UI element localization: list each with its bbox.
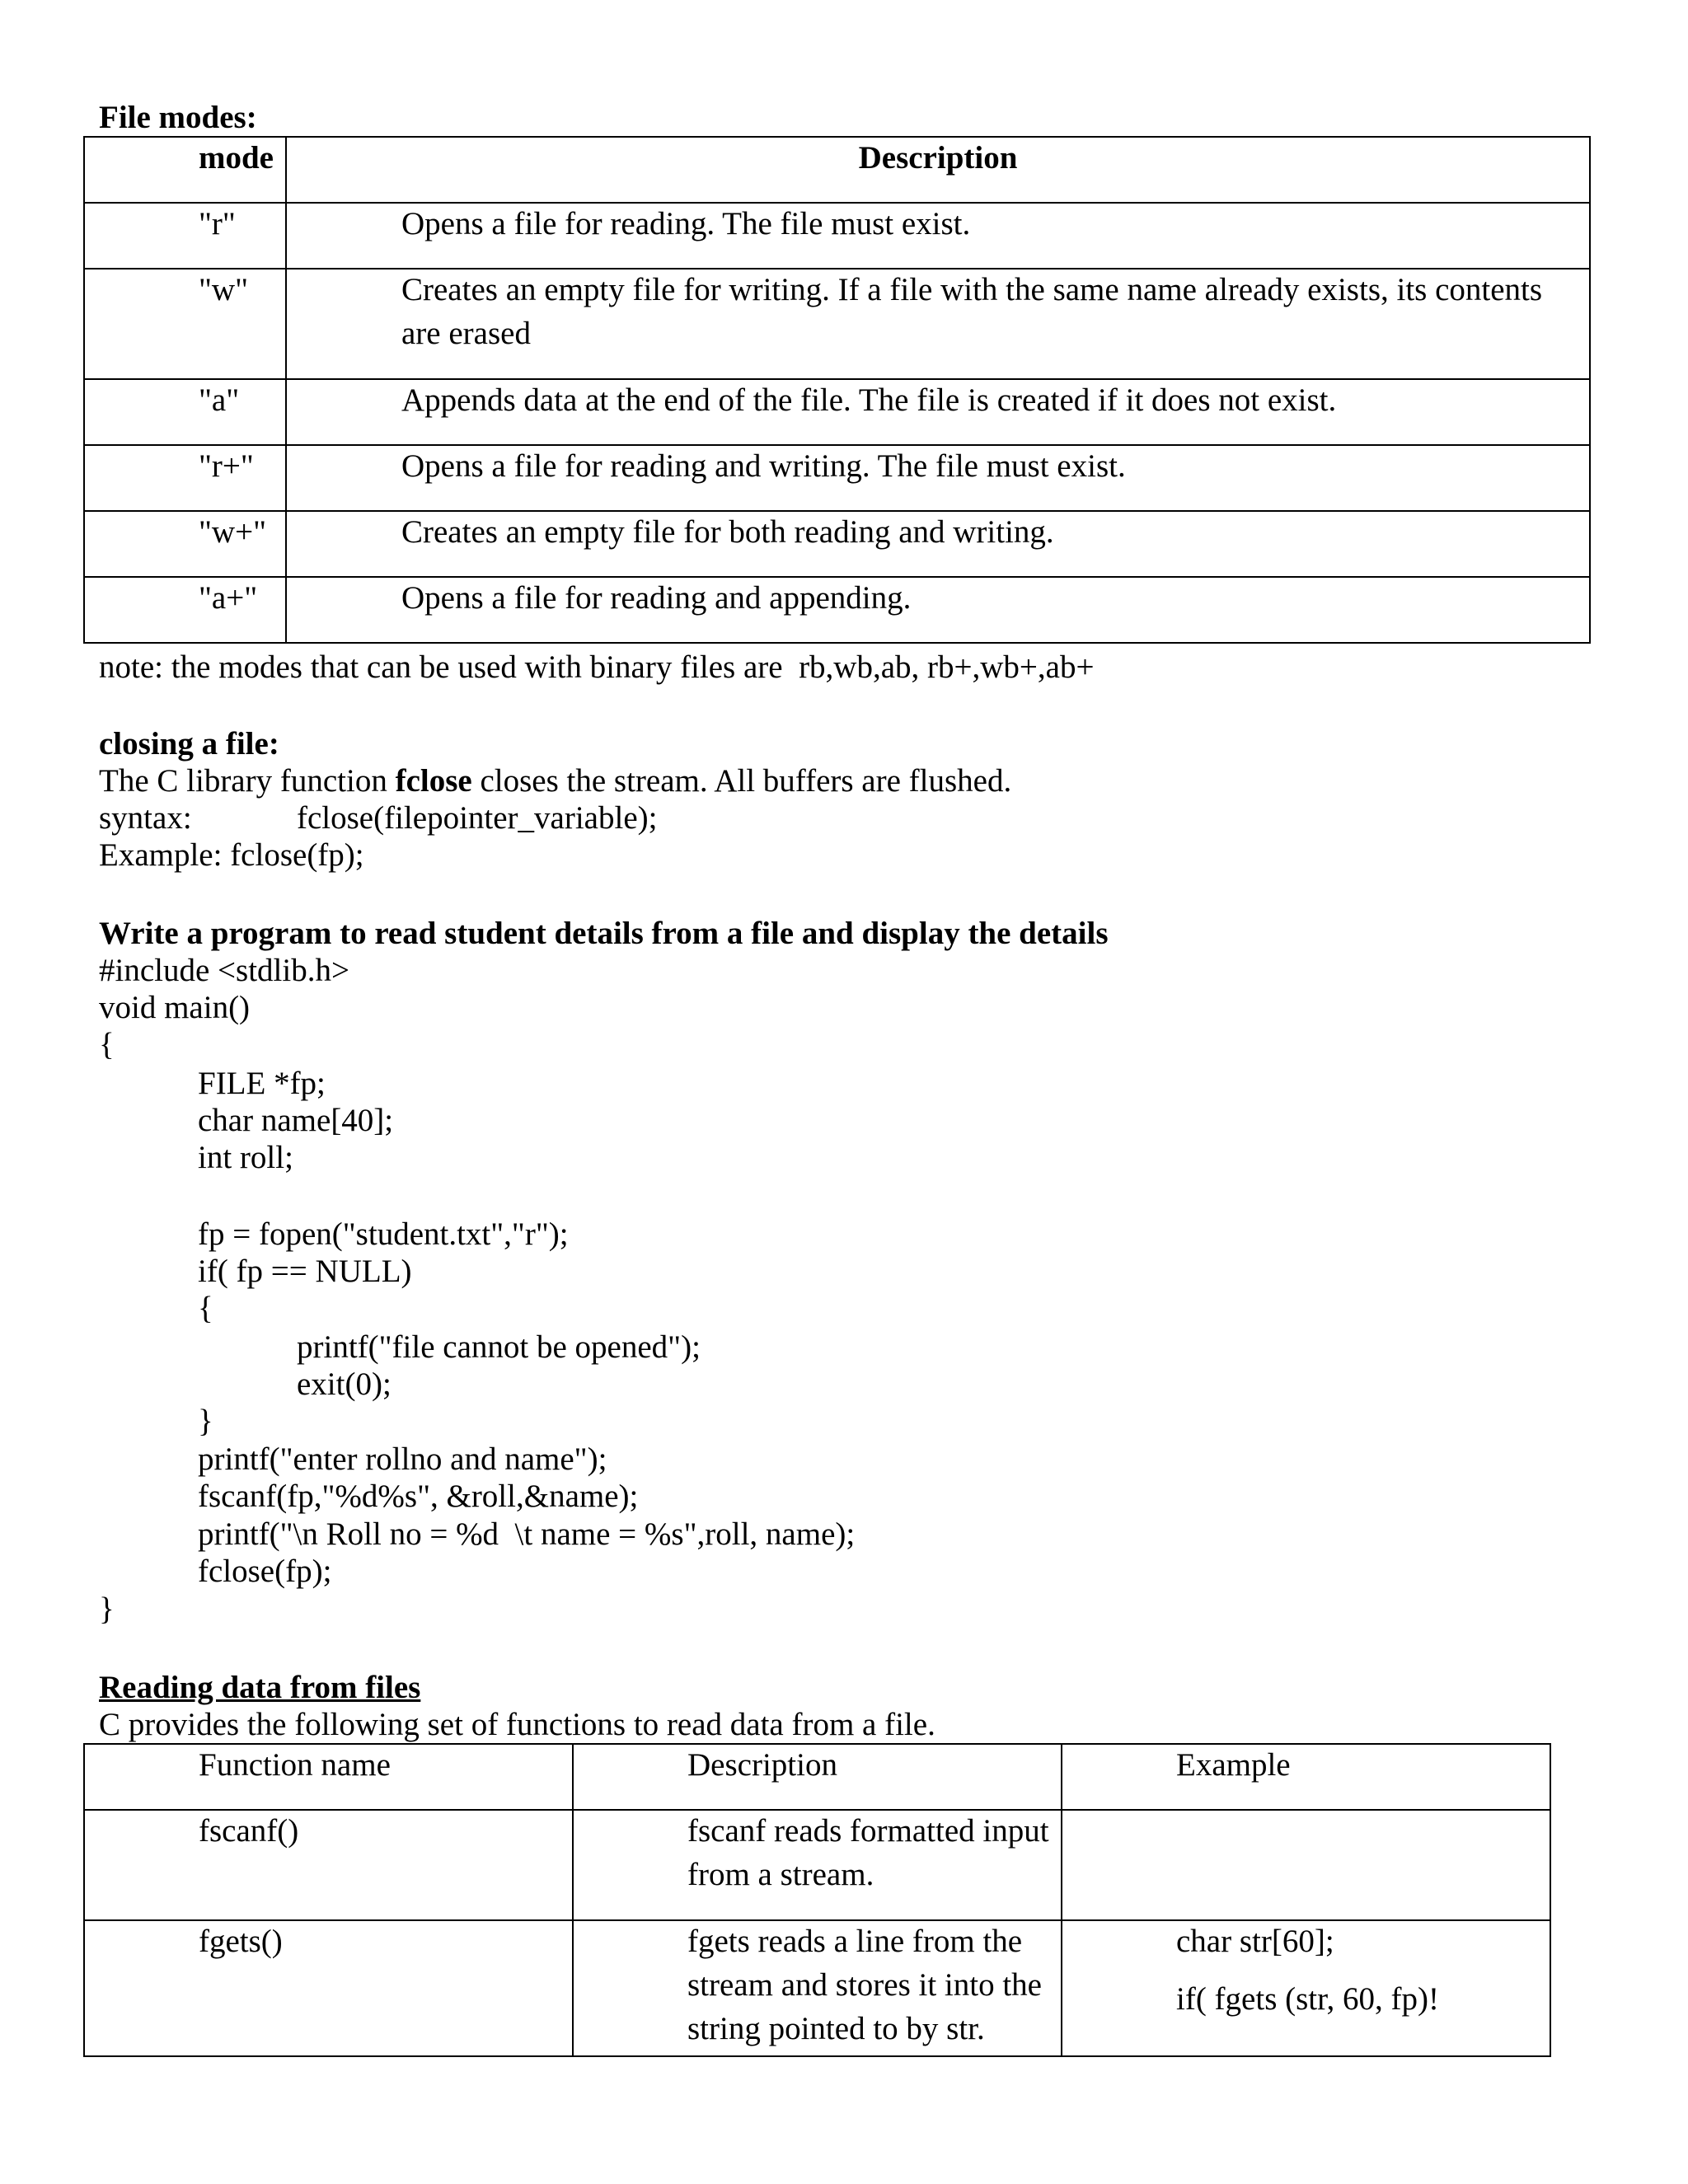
description-cell: Creates an empty file for both reading and writing. [401,514,1054,550]
mode-cell: "w+" [199,514,266,550]
code-line: } [99,1591,115,1627]
program-heading: Write a program to read student details from a file and display the details [99,916,1109,951]
description-cell: Creates an empty file for writing. If a file with the same name already exists, its contents are erased [401,272,1543,351]
code-line: exit(0); [297,1366,392,1402]
file-modes-heading: File modes: [99,100,257,135]
table-header-row [84,1744,1550,1810]
column-header-mode: mode [199,140,274,176]
mode-cell: "r" [199,206,236,241]
function-example-line: if( fgets (str, 60, fp)! [1176,1981,1440,2017]
table-row [84,203,1590,269]
code-line: #include <stdlib.h> [99,953,349,988]
description-cell: Opens a file for reading. The file must exist. [401,206,971,241]
mode-cell: "r+" [199,448,254,484]
column-header-description: Description [687,1747,837,1783]
table-row [84,1920,1550,2056]
mode-cell: "w" [199,272,249,307]
syntax-label: syntax: [99,800,192,836]
read-functions-table [83,1743,1551,2057]
fclose-description-post: closes the stream. All buffers are flushed. [471,763,1012,799]
code-line: fclose(fp); [198,1554,332,1589]
code-line: FILE *fp; [198,1066,326,1101]
description-cell: Opens a file for reading and writing. The file must exist. [401,448,1126,484]
code-line: { [99,1027,115,1062]
code-line: printf("\n Roll no = %d \t name = %s",roll, name); [198,1516,856,1552]
code-line: fscanf(fp,"%d%s", &roll,&name); [198,1479,639,1514]
column-header-description: Description [858,140,1018,176]
syntax-value: fclose(filepointer_variable); [297,800,658,836]
table-row [84,445,1590,511]
file-modes-table [83,136,1591,644]
table-row [84,1810,1550,1920]
code-line: if( fp == NULL) [198,1254,412,1289]
function-name-cell: fscanf() [199,1813,299,1849]
function-example-line: char str[60]; [1176,1924,1334,1959]
mode-cell: "a+" [199,580,258,616]
code-line: printf("enter rollno and name"); [198,1441,607,1477]
description-cell: Opens a file for reading and appending. [401,580,912,616]
reading-intro: C provides the following set of functions to read data from a file. [99,1707,935,1742]
table-row [84,379,1590,445]
code-line: void main() [99,990,251,1025]
function-description-cell: fgets reads a line from the stream and stores it into the string pointed to by str. [687,1924,1042,2046]
function-description-cell: fscanf reads formatted input from a stream. [687,1813,1049,1892]
fclose-example: Example: fclose(fp); [99,837,364,873]
fclose-description-pre: The C library function [99,763,396,799]
column-header-function: Function name [199,1747,391,1783]
table-row [84,577,1590,643]
reading-heading: Reading data from files [99,1670,421,1705]
binary-modes-note: note: the modes that can be used with binary files are rb,wb,ab, rb+,wb+,ab+ [99,649,1095,685]
function-name-cell: fgets() [199,1924,283,1959]
column-header-example: Example [1176,1747,1291,1783]
code-line: int roll; [198,1140,293,1175]
code-line: char name[40]; [198,1103,394,1138]
code-line: printf("file cannot be opened"); [297,1329,701,1365]
description-cell: Appends data at the end of the file. The file is created if it does not exist. [401,382,1337,418]
closing-heading: closing a file: [99,726,279,762]
table-row [84,511,1590,577]
code-line: fp = fopen("student.txt","r"); [198,1216,569,1252]
code-line: { [198,1291,213,1326]
fclose-description [99,762,1011,800]
fclose-keyword: fclose [395,763,472,799]
table-row [84,269,1590,379]
code-line: } [198,1404,213,1439]
table-header-row [84,137,1590,203]
mode-cell: "a" [199,382,240,418]
